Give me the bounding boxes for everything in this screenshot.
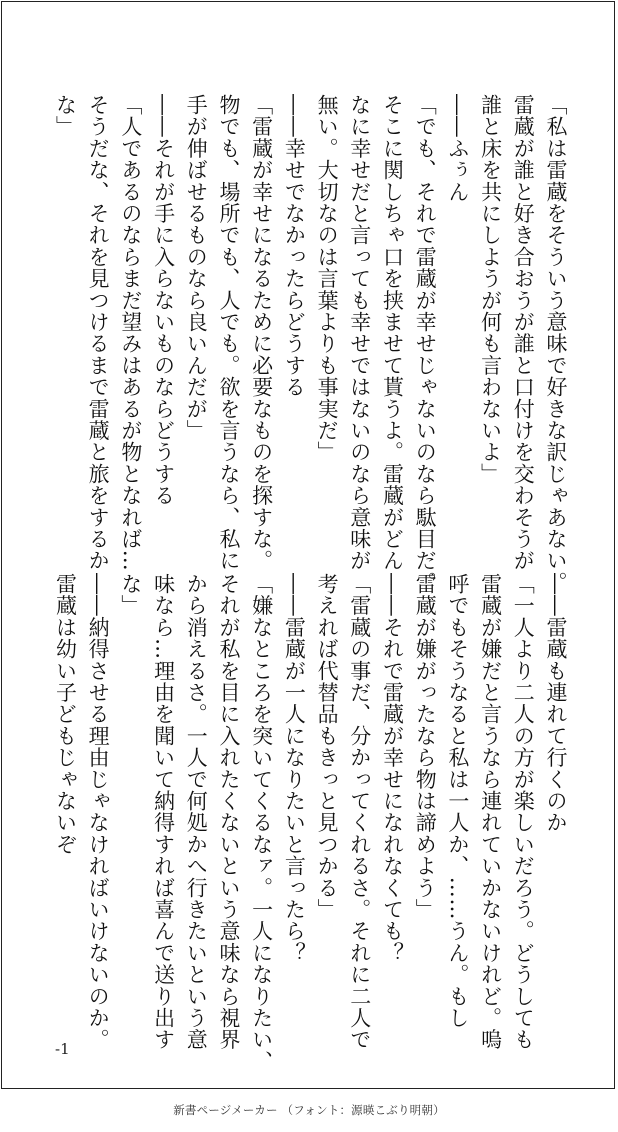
text-line: 無い。大切なのは言葉よりも事実だ」 (315, 94, 340, 463)
text-block-top (49, 94, 572, 594)
text-line: な」 (53, 94, 78, 138)
text-line: なに幸せだと言っても幸せではないのなら意味が (347, 94, 372, 572)
text-line: 物でも、場所でも、人でも。欲を言うなら、私に (216, 94, 241, 572)
text-block-bottom (49, 573, 572, 1073)
text-line: 「でも、それで雷蔵が幸せじゃないのなら駄目だ。 (413, 94, 438, 594)
text-line: ――ふぅん (445, 94, 470, 203)
text-line: から消えるさ。一人で何処かへ行きたいという意 (184, 573, 209, 1051)
text-line: 味なら…理由を聞いて納得すれば喜んで送り出す (151, 573, 176, 1051)
text-line: 雷蔵が嫌がったなら物は諦めよう」 (413, 573, 438, 921)
footer-caption: 新書ページメーカー （フォント：源暎こぶり明朝） (173, 1103, 445, 1117)
text-line: 「雷蔵が幸せになるために必要なものを探すな。 (249, 94, 274, 572)
text-line: な」 (118, 573, 143, 617)
text-line: そうだな、それを見つけるまで雷蔵と旅をするか (86, 94, 111, 572)
text-line: ――雷蔵が一人になりたいと言ったら？ (282, 573, 307, 964)
text-line: 手が伸ばせるものなら良いんだが」 (184, 94, 209, 442)
text-line: 誰と床を共にしようが何も言わないよ」 (478, 94, 503, 485)
text-line: 呼でもそうなると私は一人か、……うん。もし (445, 573, 470, 1029)
text-line: それが私を目に入れたくないという意味なら視界 (216, 573, 241, 1051)
text-line: 雷蔵が嫌だと言うなら連れていかないけれど。嗚 (478, 573, 503, 1051)
text-line: 「一人より二人の方が楽しいだろう。どうしても (511, 573, 536, 1051)
text-line: 「私は雷蔵をそういう意味で好きな訳じゃあない。 (544, 94, 568, 594)
text-line: ――それで雷蔵が幸せになれなくても？ (380, 573, 405, 964)
text-line: 「雷蔵の事だ、分かってくれるさ。それに二人で (347, 573, 372, 1051)
text-line: 雷蔵が誰と好き合おうが誰と口付けを交わそうが (511, 94, 536, 572)
text-line: そこに関しちゃ口を挟ませて貰うよ。雷蔵がどん (380, 94, 405, 572)
text-line: ――納得させる理由じゃなければいけないのか。 (86, 573, 111, 1051)
text-line: 考えれば代替品もきっと見つかる」 (315, 573, 340, 921)
text-line: ――それが手に入らないものならどうする (151, 94, 176, 507)
text-line: 「人であるのならまだ望みはあるが物となれば… (118, 94, 143, 572)
page-frame (1, 1, 615, 1089)
text-line: ――雷蔵も連れて行くのか (544, 573, 568, 834)
page-number: -1 (55, 1040, 70, 1058)
text-line: 「嫌なところを突いてくるなァ。一人になりたい、 (249, 573, 274, 1073)
text-line: 雷蔵は幼い子どもじゃないぞ (53, 573, 78, 856)
text-line: ――幸せでなかったらどうする (282, 94, 307, 398)
